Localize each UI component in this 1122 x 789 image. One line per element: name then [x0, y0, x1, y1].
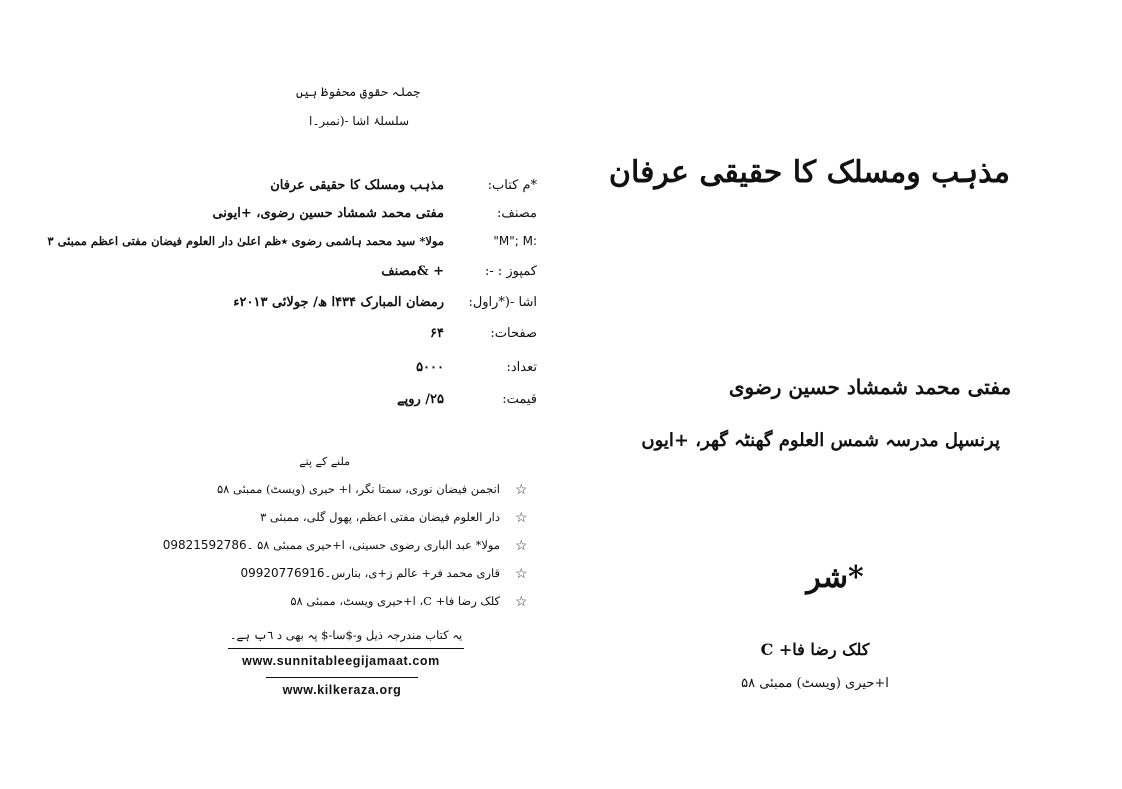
detail-row-author [0, 206, 1122, 228]
detail-value: + &مصنف [381, 264, 444, 279]
address-text: کلک رضا فا+ C، ا+حیری ویسٹ، ممبئی ۵۸ [290, 594, 500, 608]
address-text: دار العلوم فیضان مفتی اعظم، پھول گلی، ممبئی ٣ [260, 510, 500, 524]
address-text: انجمن فیضان نوری، سمتا نگر، ا+ حیری (ویسٹ) ممبئی ۵۸ [216, 482, 500, 496]
website-link-2[interactable]: www.kilkeraza.org [282, 683, 402, 697]
author-name: مفتی محمد شمشاد حسین رضوی [728, 375, 1012, 399]
star-outline-icon: ☆ [515, 482, 528, 498]
detail-label: "M"; M: [493, 234, 537, 248]
detail-label: قیمت: [502, 392, 537, 407]
detail-row-pages [0, 326, 1122, 348]
book-title: مذہب ومسلک کا حقیقی عرفان [608, 155, 1010, 190]
detail-label: اشا -(*راول: [468, 295, 537, 310]
detail-value: ۵۰۰۰ [416, 360, 444, 375]
address-label: قاری محمد فر+ عالم ز+ی، بنارس۔ [324, 566, 500, 580]
star-outline-icon: ☆ [515, 538, 528, 554]
publisher-name: کلک رضا فا+ C [760, 640, 870, 659]
address-text [163, 538, 500, 552]
publisher-heading: *شر [806, 560, 864, 595]
detail-row-revised-by [0, 234, 1122, 256]
website-link-1[interactable]: www.sunnitableegijamaat.com [242, 654, 440, 668]
rights-reserved: جملہ حقوق محفوظ ہیں [296, 85, 420, 99]
detail-value: ۲۵/ روپے [396, 392, 444, 407]
list-item [0, 510, 1122, 532]
availability-note: یہ کتاب مندرجہ ذیل و-$سا-$ پہ بھی د ٦ب ہے۔ [229, 628, 463, 642]
list-item [0, 538, 1122, 560]
detail-row-first-edition [0, 295, 1122, 317]
detail-label: تعداد: [506, 360, 537, 375]
address-label: مولا* عبد الباری رضوی حسینی، ا+حیری ممبئی ۵۸ ۔ [246, 538, 500, 552]
detail-row-composing [0, 264, 1122, 286]
star-outline-icon: ☆ [515, 510, 528, 526]
divider [266, 677, 418, 678]
list-item [0, 566, 1122, 588]
address-text [241, 566, 501, 580]
detail-label: کمپوز : -: [484, 264, 537, 279]
series-number: سلسلۂ اشا -(نمبر۔ا [308, 114, 410, 128]
divider [228, 648, 464, 649]
phone-number: 09920776916 [240, 566, 325, 580]
detail-value: ۶۴ [430, 326, 444, 341]
where-to-get-heading: ملنے کے پتے [299, 455, 350, 468]
publisher-place: ا+حیری (ویسٹ) ممبئی ۵۸ [741, 676, 889, 691]
star-outline-icon: ☆ [515, 566, 528, 582]
phone-number: 09821592786 [162, 538, 247, 552]
list-item [0, 594, 1122, 616]
detail-value: مذہب ومسلک کا حقیقی عرفان [270, 178, 444, 193]
author-affiliation: پرنسپل مدرسہ شمس العلوم گھنٹہ گھر، +ایوں [641, 430, 1000, 451]
detail-label: *م کتاب: [487, 178, 537, 193]
detail-value: مولا* سید محمد ہاشمی رضوی ٭ظم اعلیٰ دار العلوم فیضان مفتی اعظم ممبئی ٣ [47, 234, 444, 248]
detail-label: صفحات: [490, 326, 537, 341]
list-item [0, 482, 1122, 504]
detail-label: مصنف: [497, 206, 537, 221]
star-outline-icon: ☆ [515, 594, 528, 610]
detail-value: رمضان المبارک ۴۳۴ا ھ/ جولائی ۲۰۱۳ء [233, 295, 444, 310]
detail-value: مفتی محمد شمشاد حسین رضوی، +ایونی [212, 206, 444, 221]
